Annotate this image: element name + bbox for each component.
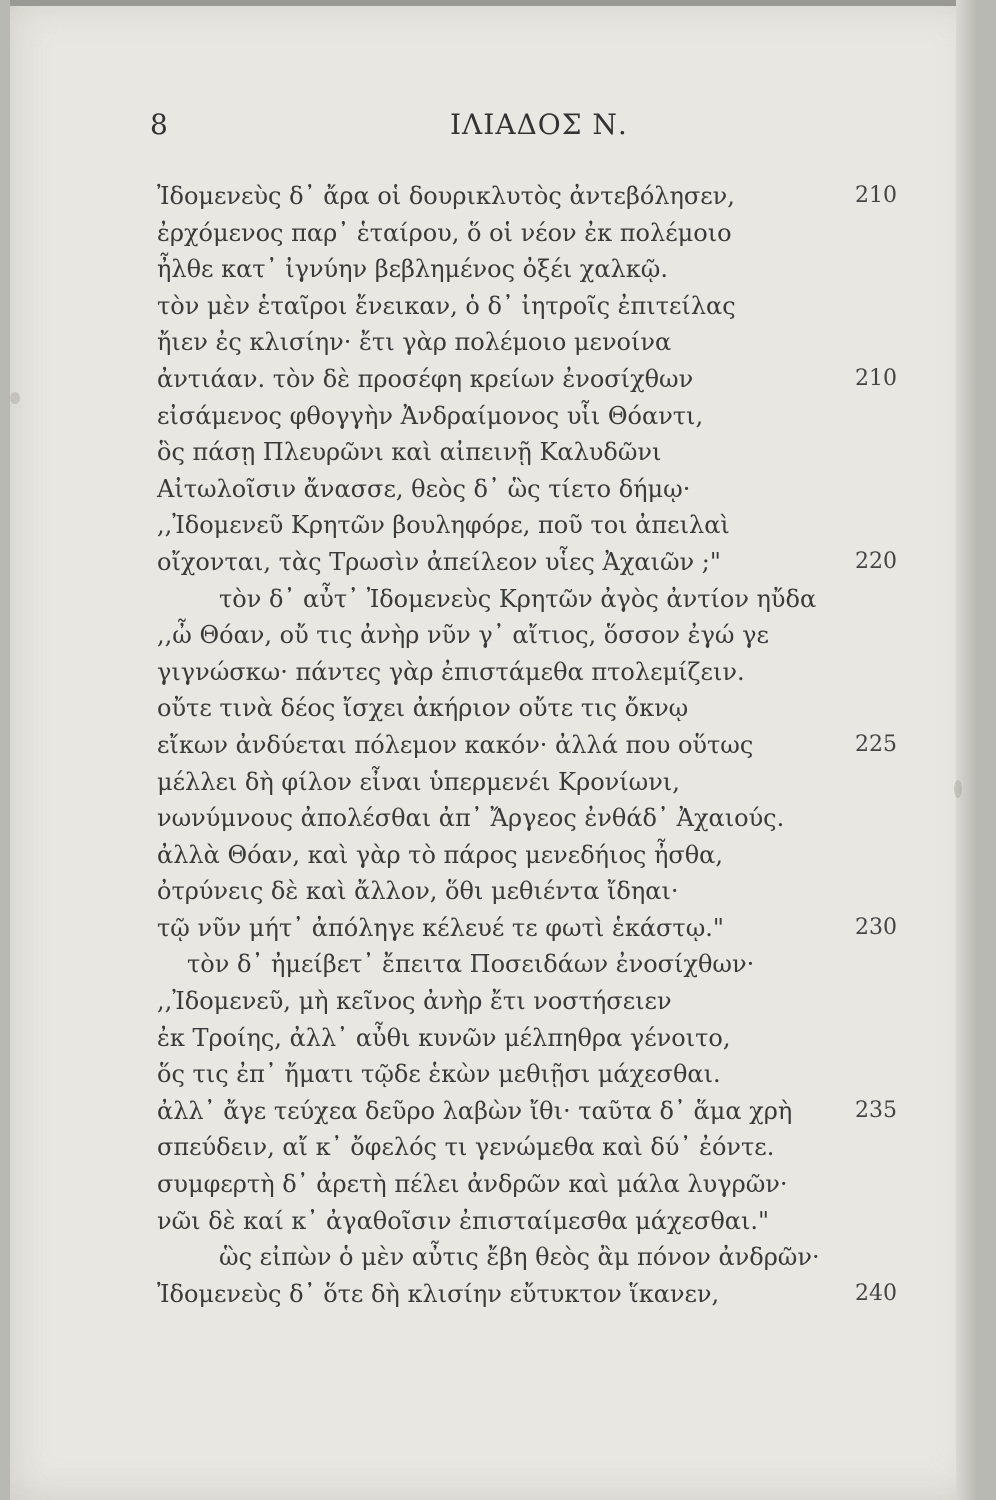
running-title: ΙΛΙΑΔΟΣ Ν. <box>450 108 628 141</box>
verse-text: Ἰδομενεὺς δ᾽ ὅτε δὴ κλισίην εὔτυκτον ἵκανεν, <box>157 1279 720 1308</box>
verse-text: ἐκ Τροίης, ἀλλ᾽ αὖθι κυνῶν μέλπηθρα γένοιτο, <box>157 1023 731 1052</box>
verse-line <box>157 544 897 581</box>
verse-text: ἀντιάαν. τὸν δὲ προσέφη κρείων ἐνοσίχθων <box>157 364 694 393</box>
verse-line <box>157 837 897 874</box>
verse-text: νῶι δὲ καί κ᾽ ἀγαθοῖσιν ἐπισταίμεσθα μάχεσθαι." <box>157 1206 770 1235</box>
page-top-edge <box>10 0 978 6</box>
verse-line <box>157 800 897 837</box>
verse-text: ἐρχόμενος παρ᾽ ἑταίρου, ὅ οἱ νέον ἐκ πολέμοιο <box>157 218 732 247</box>
line-number: 240 <box>855 1280 897 1306</box>
verse-line <box>157 1276 897 1313</box>
verse-line <box>157 1056 897 1093</box>
verse-text: τῷ νῦν μήτ᾽ ἀπόληγε κέλευέ τε φωτὶ ἑκάστῳ." <box>157 913 724 942</box>
verse-line <box>157 946 897 983</box>
verse-line <box>157 983 897 1020</box>
verse-line <box>157 690 897 727</box>
verse-text: ἀλλὰ Θόαν, καὶ γὰρ τὸ πάρος μενεδήιος ἦσθα, <box>157 840 724 869</box>
verse-line <box>157 764 897 801</box>
verse-text: ἦλθε κατ᾽ ἰγνύην βεβλημένος ὀξέι χαλκῷ. <box>157 255 668 284</box>
page-header <box>150 108 890 148</box>
verse-text: Ἰδομενεὺς δ᾽ ἄρα οἱ δουρικλυτὸς ἀντεβόλησεν, <box>157 182 735 210</box>
verse-text: γιγνώσκω· πάντες γὰρ ἐπιστάμεθα πτολεμίζειν. <box>157 657 745 686</box>
paper-smudge <box>954 780 962 798</box>
verse-line <box>157 910 897 947</box>
page-right-edge <box>956 0 978 1500</box>
verse-line <box>157 251 897 288</box>
verse-line <box>157 324 897 361</box>
verse-line <box>157 654 897 691</box>
page-number: 8 <box>150 108 168 141</box>
verse-text: ἀλλ᾽ ἄγε τεύχεα δεῦρο λαβὼν ἴθι· ταῦτα δ᾽ ἅμα χρὴ <box>157 1096 793 1125</box>
verse-line <box>157 178 897 215</box>
line-number: 210 <box>855 183 897 208</box>
verse-text: οἴχονται, τὰς Τρωσὶν ἀπείλεον υἷες Ἀχαιῶν ;" <box>157 547 721 576</box>
verse-text-block <box>157 178 897 1312</box>
verse-text: μέλλει δὴ φίλον εἶναι ὑπερμενέι Κρονίωνι, <box>157 767 680 796</box>
verse-line <box>157 507 897 544</box>
verse-text: συμφερτὴ δ᾽ ἀρετὴ πέλει ἀνδρῶν καὶ μάλα λυγρῶν· <box>157 1170 788 1199</box>
verse-line <box>157 1203 897 1240</box>
paper-smudge <box>10 392 20 404</box>
verse-line <box>157 873 897 910</box>
line-number: 235 <box>855 1097 897 1123</box>
verse-text: ὣς εἰπὼν ὁ μὲν αὖτις ἔβη θεὸς ἂμ πόνον ἀνδρῶν· <box>219 1243 820 1272</box>
verse-text: ,,Ἰδομενεῦ, μὴ κεῖνος ἀνὴρ ἔτι νοστήσειεν <box>157 987 672 1016</box>
verse-line <box>157 361 897 398</box>
verse-line <box>157 1129 897 1166</box>
verse-text: ὅς τις ἐπ᾽ ἤματι τῷδε ἑκὼν μεθιῇσι μάχεσθαι. <box>157 1060 721 1089</box>
line-number: 225 <box>855 731 897 757</box>
verse-text: οὔτε τινὰ δέος ἴσχει ἀκήριον οὔτε τις ὄκνῳ <box>157 694 689 723</box>
verse-text: ,,ὦ Θόαν, οὔ τις ἀνὴρ νῦν γ᾽ αἴτιος, ὅσσον ἐγώ γε <box>157 621 769 650</box>
verse-text: τὸν μὲν ἑταῖροι ἔνεικαν, ὁ δ᾽ ἰητροῖς ἐπιτείλας <box>157 291 736 320</box>
verse-text: νωνύμνους ἀπολέσθαι ἀπ᾽ Ἄργεος ἐνθάδ᾽ Ἀχαιούς. <box>157 804 785 833</box>
line-number: 220 <box>855 548 897 574</box>
verse-line <box>157 471 897 508</box>
verse-line <box>157 288 897 325</box>
verse-line <box>157 1020 897 1057</box>
verse-line <box>157 727 897 764</box>
verse-text: ,,Ἰδομενεῦ Κρητῶν βουληφόρε, ποῦ τοι ἀπειλαὶ <box>157 511 730 540</box>
verse-line <box>157 1093 897 1130</box>
verse-line <box>157 617 897 654</box>
verse-line <box>157 1239 897 1276</box>
verse-text: ἤιεν ἐς κλισίην· ἔτι γὰρ πολέμοιο μενοίνα <box>157 328 672 357</box>
verse-line <box>157 581 897 618</box>
verse-text: ὃς πάσῃ Πλευρῶνι καὶ αἰπεινῇ Καλυδῶνι <box>157 438 662 467</box>
verse-text: τὸν δ᾽ αὖτ᾽ Ἰδομενεὺς Κρητῶν ἀγὸς ἀντίον ηὔδα <box>219 584 817 613</box>
verse-text: τὸν δ᾽ ἠμείβετ᾽ ἔπειτα Ποσειδάων ἐνοσίχθων· <box>187 950 755 979</box>
verse-text: εἰσάμενος φθογγὴν Ἀνδραίμονος υἷι Θόαντι, <box>157 401 704 430</box>
verse-text: ὀτρύνεις δὲ καὶ ἄλλον, ὅθι μεθιέντα ἴδηαι· <box>157 877 679 906</box>
verse-line <box>157 398 897 435</box>
verse-line <box>157 1166 897 1203</box>
line-number: 210 <box>855 365 897 391</box>
verse-line <box>157 215 897 252</box>
verse-line <box>157 434 897 471</box>
book-page <box>10 0 978 1500</box>
verse-text: εἴκων ἀνδύεται πόλεμον κακόν· ἀλλά που οὕτως <box>157 730 754 759</box>
line-number: 230 <box>855 914 897 940</box>
verse-text: Αἰτωλοῖσιν ἄνασσε, θεὸς δ᾽ ὣς τίετο δήμῳ· <box>157 474 691 503</box>
verse-text: σπεύδειν, αἴ κ᾽ ὄφελός τι γενώμεθα καὶ δύ᾽ ἐόντε. <box>157 1133 775 1162</box>
